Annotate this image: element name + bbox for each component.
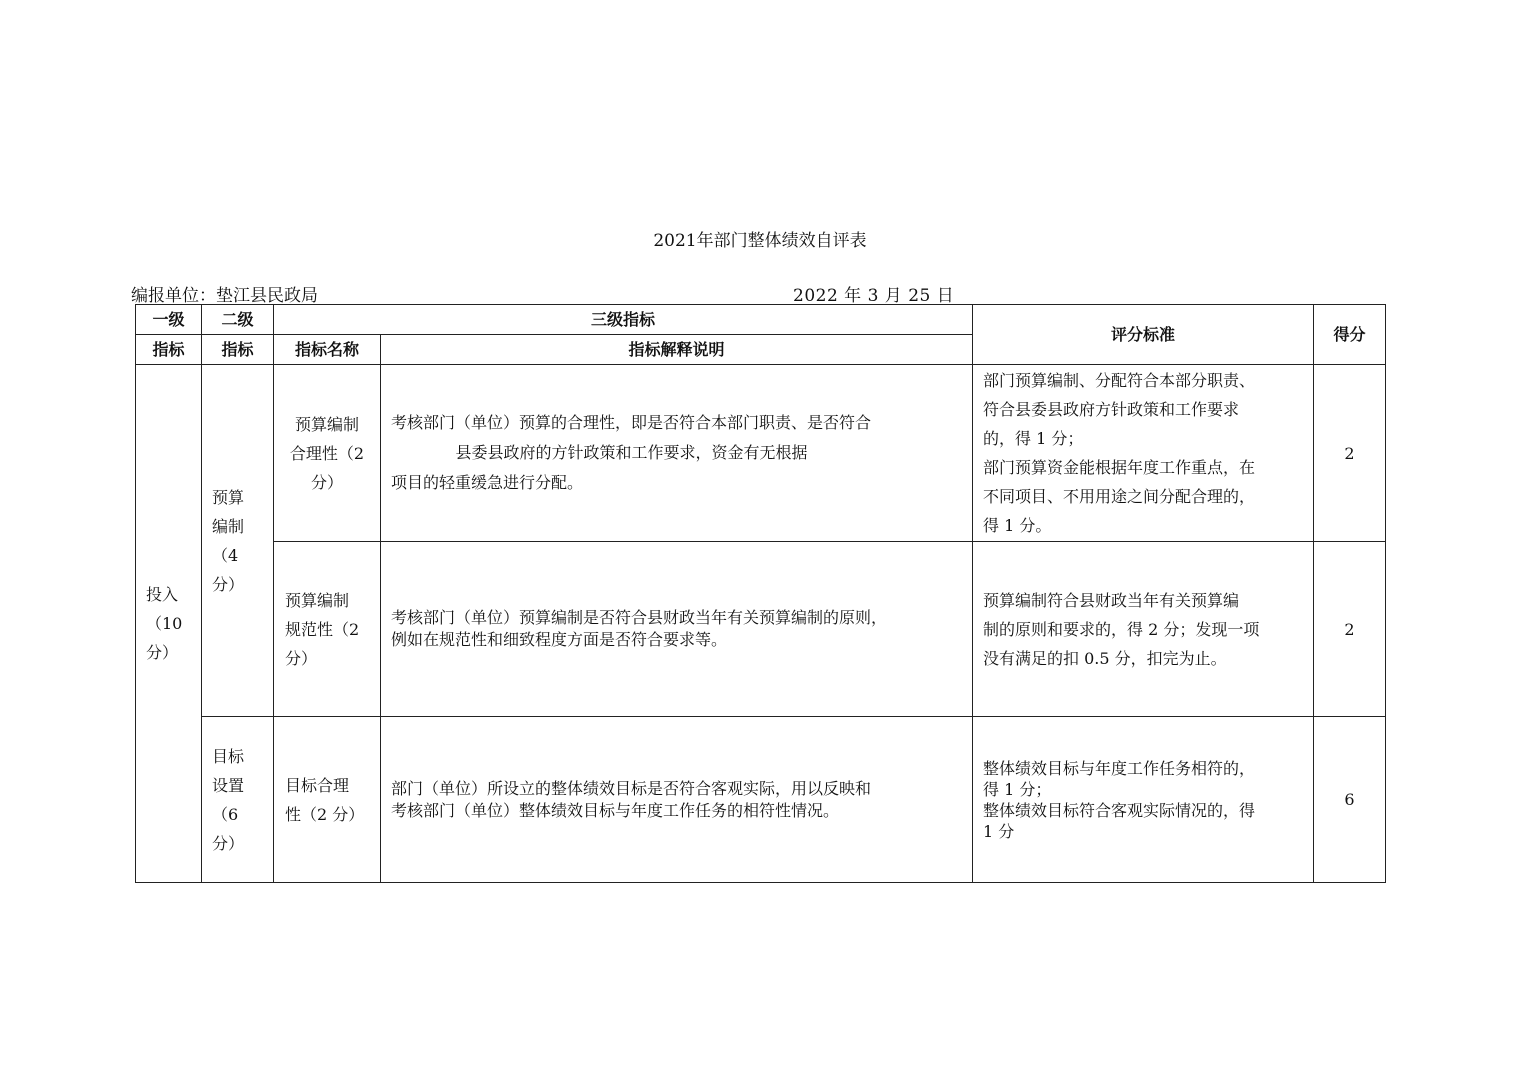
header-indicator-desc: 指标解释说明 xyxy=(381,335,973,365)
level2-line: 分） xyxy=(212,574,245,594)
indicator-desc-line: 县委县政府的方针政策和工作要求，资金有无根据 xyxy=(455,443,808,462)
header-level2-bottom: 指标 xyxy=(202,335,274,365)
reporting-unit: 编报单位：垫江县民政局 xyxy=(131,286,318,306)
indicator-name-line: 预算编制 xyxy=(294,414,359,434)
indicator-name-line: 合理性（2 xyxy=(289,443,365,463)
criteria-line: 不同项目、不用用途之间分配合理的， xyxy=(983,487,1256,506)
level2-line: 设置 xyxy=(212,775,245,795)
indicator-desc-line: 例如在规范性和细致程度方面是否符合要求等。 xyxy=(391,630,728,649)
indicator-desc-line: 项目的轻重缓急进行分配。 xyxy=(391,473,584,492)
header-level1-top: 一级 xyxy=(136,305,202,335)
indicator-desc-cell xyxy=(381,542,973,717)
indicator-desc-line: 考核部门（单位）预算编制是否符合县财政当年有关预算编制的原则， xyxy=(391,608,888,627)
level2-line: 预算 xyxy=(212,487,245,507)
document-title: 2021年部门整体绩效自评表 xyxy=(653,231,867,251)
indicator-desc-line: 部门（单位）所设立的整体绩效目标是否符合客观实际，用以反映和 xyxy=(391,778,872,798)
criteria-line: 的，得 1 分； xyxy=(983,429,1084,448)
header-indicator-name: 指标名称 xyxy=(274,335,381,365)
header-level2-top: 二级 xyxy=(202,305,274,335)
indicator-name-line: 分） xyxy=(285,648,318,668)
indicator-name-line: 分） xyxy=(310,472,343,492)
score-cell: 6 xyxy=(1314,717,1386,883)
criteria-line: 得 1 分。 xyxy=(983,516,1052,535)
level1-line: 分） xyxy=(146,643,179,662)
indicator-desc-line: 考核部门（单位）整体绩效目标与年度工作任务的相符性情况。 xyxy=(391,800,840,820)
level2-line: 目标 xyxy=(212,746,245,766)
indicator-name-line: 性（2 分） xyxy=(285,804,365,824)
criteria-line: 1 分 xyxy=(983,821,1015,841)
table-row xyxy=(136,365,1386,542)
header-level1-bottom: 指标 xyxy=(136,335,202,365)
indicator-desc-cell xyxy=(381,365,973,542)
indicator-name-line: 规范性（2 xyxy=(285,619,360,639)
criteria-cell xyxy=(973,717,1314,883)
score-cell: 2 xyxy=(1314,365,1386,542)
level2-line: 分） xyxy=(212,833,245,853)
level2-cell xyxy=(202,365,274,717)
indicator-name-line: 预算编制 xyxy=(285,590,350,610)
header-score: 得分 xyxy=(1314,305,1386,365)
header-criteria: 评分标准 xyxy=(973,305,1314,365)
indicator-name-cell xyxy=(274,542,381,717)
level2-line: 编制 xyxy=(212,516,245,536)
indicator-name-cell xyxy=(274,365,381,542)
level1-line: （10 xyxy=(146,614,183,633)
table-row xyxy=(136,717,1386,883)
level2-line: （4 xyxy=(212,545,239,565)
indicator-name-line: 目标合理 xyxy=(285,775,350,795)
evaluation-table xyxy=(135,304,1386,883)
header-level3: 三级指标 xyxy=(274,305,973,335)
indicator-desc-line: 考核部门（单位）预算的合理性，即是否符合本部门职责、是否符合 xyxy=(391,413,872,432)
criteria-line: 没有满足的扣 0.5 分，扣完为止。 xyxy=(983,648,1227,668)
criteria-line: 部门预算资金能根据年度工作重点，在 xyxy=(983,458,1256,477)
indicator-name-cell xyxy=(274,717,381,883)
criteria-cell xyxy=(973,365,1314,542)
criteria-line: 符合县委县政府方针政策和工作要求 xyxy=(983,400,1240,419)
criteria-line: 得 1 分； xyxy=(983,779,1052,799)
criteria-line: 部门预算编制、分配符合本部分职责、 xyxy=(983,371,1256,390)
indicator-desc-cell xyxy=(381,717,973,883)
criteria-cell xyxy=(973,542,1314,717)
criteria-line: 预算编制符合县财政当年有关预算编 xyxy=(983,590,1240,610)
criteria-line: 整体绩效目标与年度工作任务相符的， xyxy=(983,758,1256,778)
table-row xyxy=(136,542,1386,717)
criteria-line: 制的原则和要求的，得 2 分；发现一项 xyxy=(983,619,1260,639)
level1-cell xyxy=(136,365,202,883)
report-date: 2022 年 3 月 25 日 xyxy=(793,286,955,306)
level1-line: 投入 xyxy=(146,585,179,604)
level2-cell xyxy=(202,717,274,883)
level2-line: （6 xyxy=(212,804,239,824)
score-cell: 2 xyxy=(1314,542,1386,717)
criteria-line: 整体绩效目标符合客观实际情况的，得 xyxy=(983,800,1256,820)
